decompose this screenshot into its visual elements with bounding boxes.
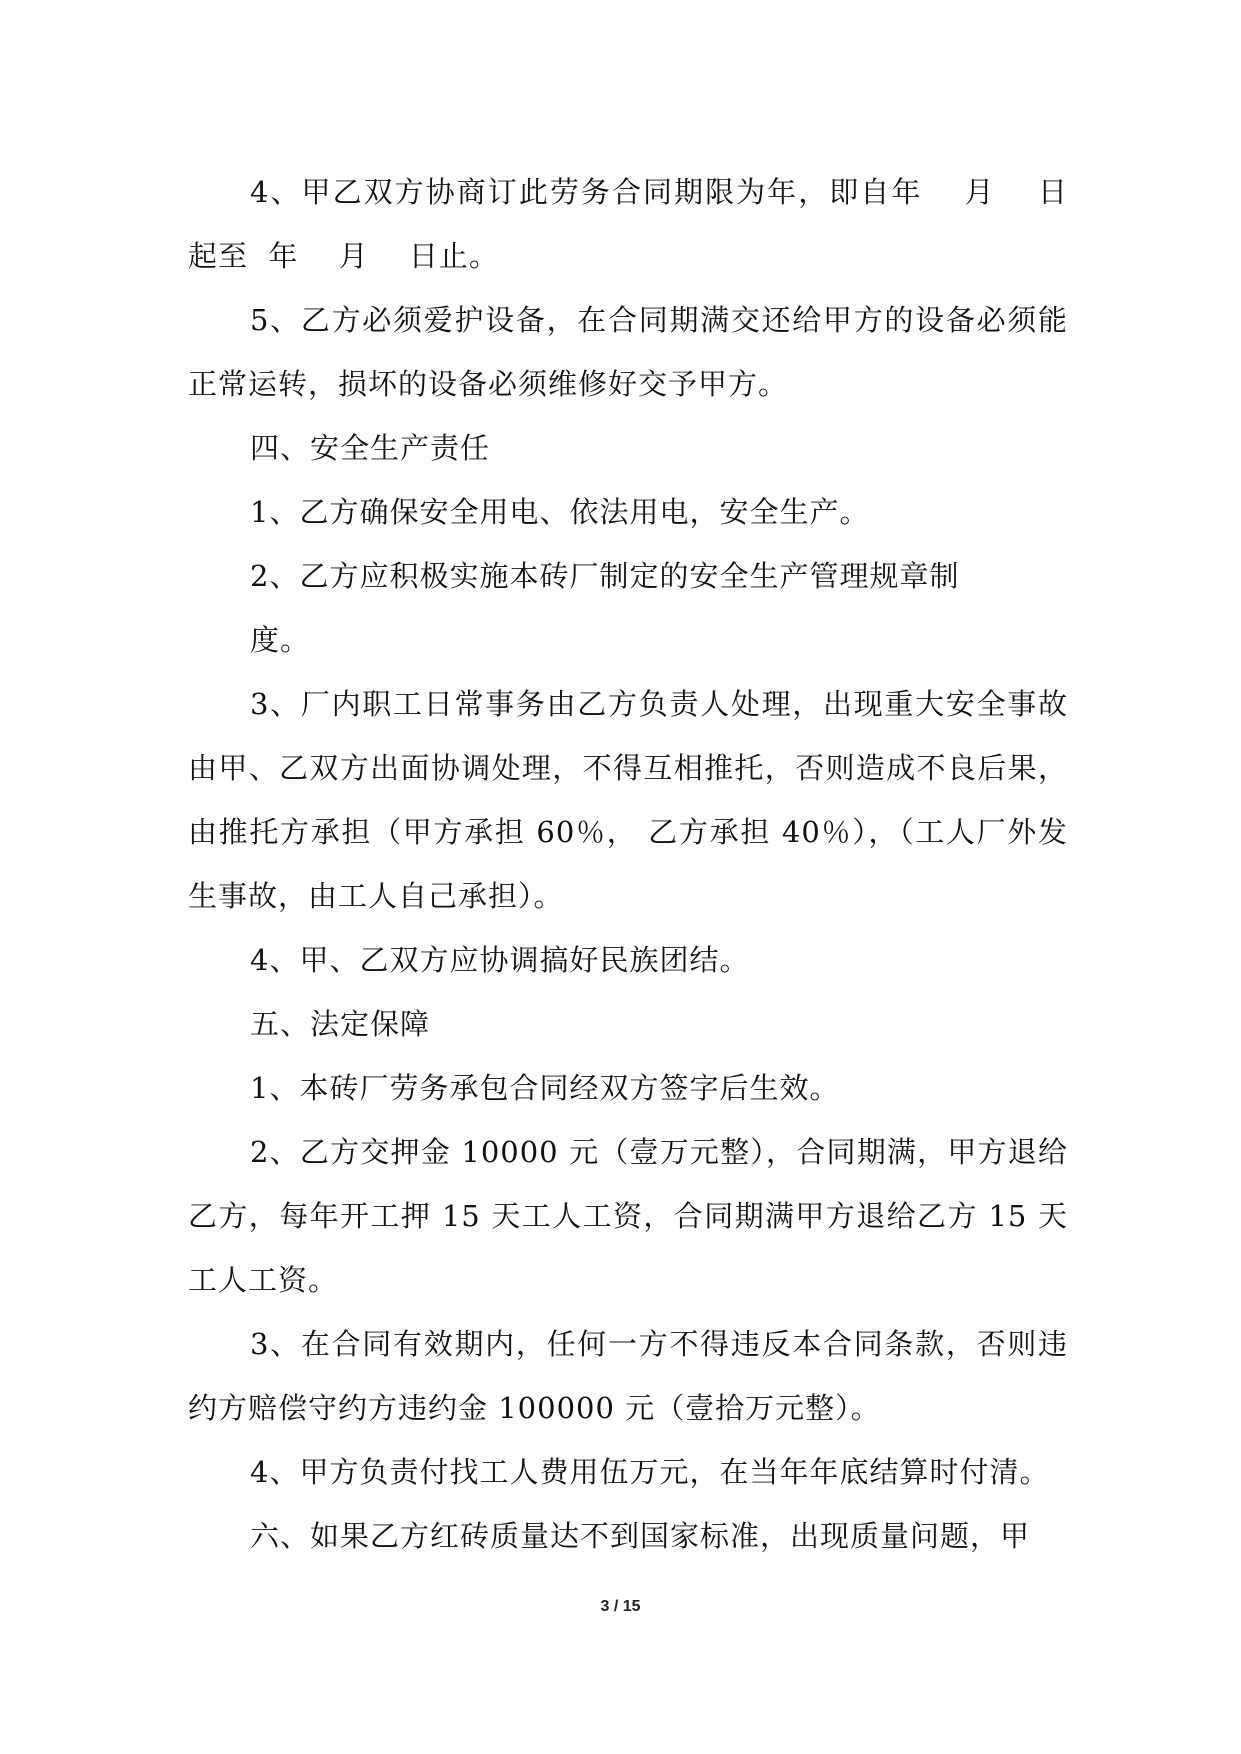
paragraph-safety-2-continued: 度。 bbox=[250, 623, 311, 657]
paragraph-term-4-duration: 4、甲乙双方协商订此劳务合同期限为年，即自年 月 日起至 年 月 日止。 bbox=[188, 175, 1068, 273]
paragraph-legal-3: 3、在合同有效期内，任何一方不得违反本合同条款，否则违约方赔偿守约方违约金 100000 元（壹拾万元整）。 bbox=[188, 1327, 1068, 1425]
paragraph-legal-4: 4、甲方负责付找工人费用伍万元，在当年年底结算时付清。 bbox=[250, 1455, 1050, 1489]
paragraph-safety-2: 2、乙方应积极实施本砖厂制定的安全生产管理规章制 bbox=[250, 559, 960, 593]
paragraph-legal-1: 1、本砖厂劳务承包合同经双方签字后生效。 bbox=[250, 1071, 840, 1105]
page-number: 3 / 15 bbox=[600, 1598, 641, 1615]
section-heading-safety: 四、安全生产责任 bbox=[250, 431, 491, 465]
paragraph-legal-2: 2、乙方交押金 10000 元（壹万元整），合同期满，甲方退给乙方，每年开工押 15 天工人工资，合同期满甲方退给乙方 15 天工人工资。 bbox=[188, 1135, 1068, 1297]
paragraph-term-5-equipment: 5、乙方必须爱护设备，在合同期满交还给甲方的设备必须能正常运转，损坏的设备必须维修好交予甲方。 bbox=[188, 303, 1068, 401]
paragraph-safety-1: 1、乙方确保安全用电、依法用电，安全生产。 bbox=[250, 495, 870, 529]
paragraph-safety-3: 3、厂内职工日常事务由乙方负责人处理，出现重大安全事故由甲、乙双方出面协调处理，不得互相推托，否则造成不良后果，由推托方承担（甲方承担 60％， 乙方承担 40％），（工人厂外发生事故，由工人自己承担）。 bbox=[188, 687, 1068, 913]
section-heading-legal: 五、法定保障 bbox=[250, 1007, 431, 1041]
section-heading-quality: 六、如果乙方红砖质量达不到国家标准，出现质量问题，甲 bbox=[250, 1519, 1031, 1553]
document-body bbox=[188, 160, 1068, 1568]
paragraph-safety-4: 4、甲、乙双方应协调搞好民族团结。 bbox=[250, 943, 750, 977]
